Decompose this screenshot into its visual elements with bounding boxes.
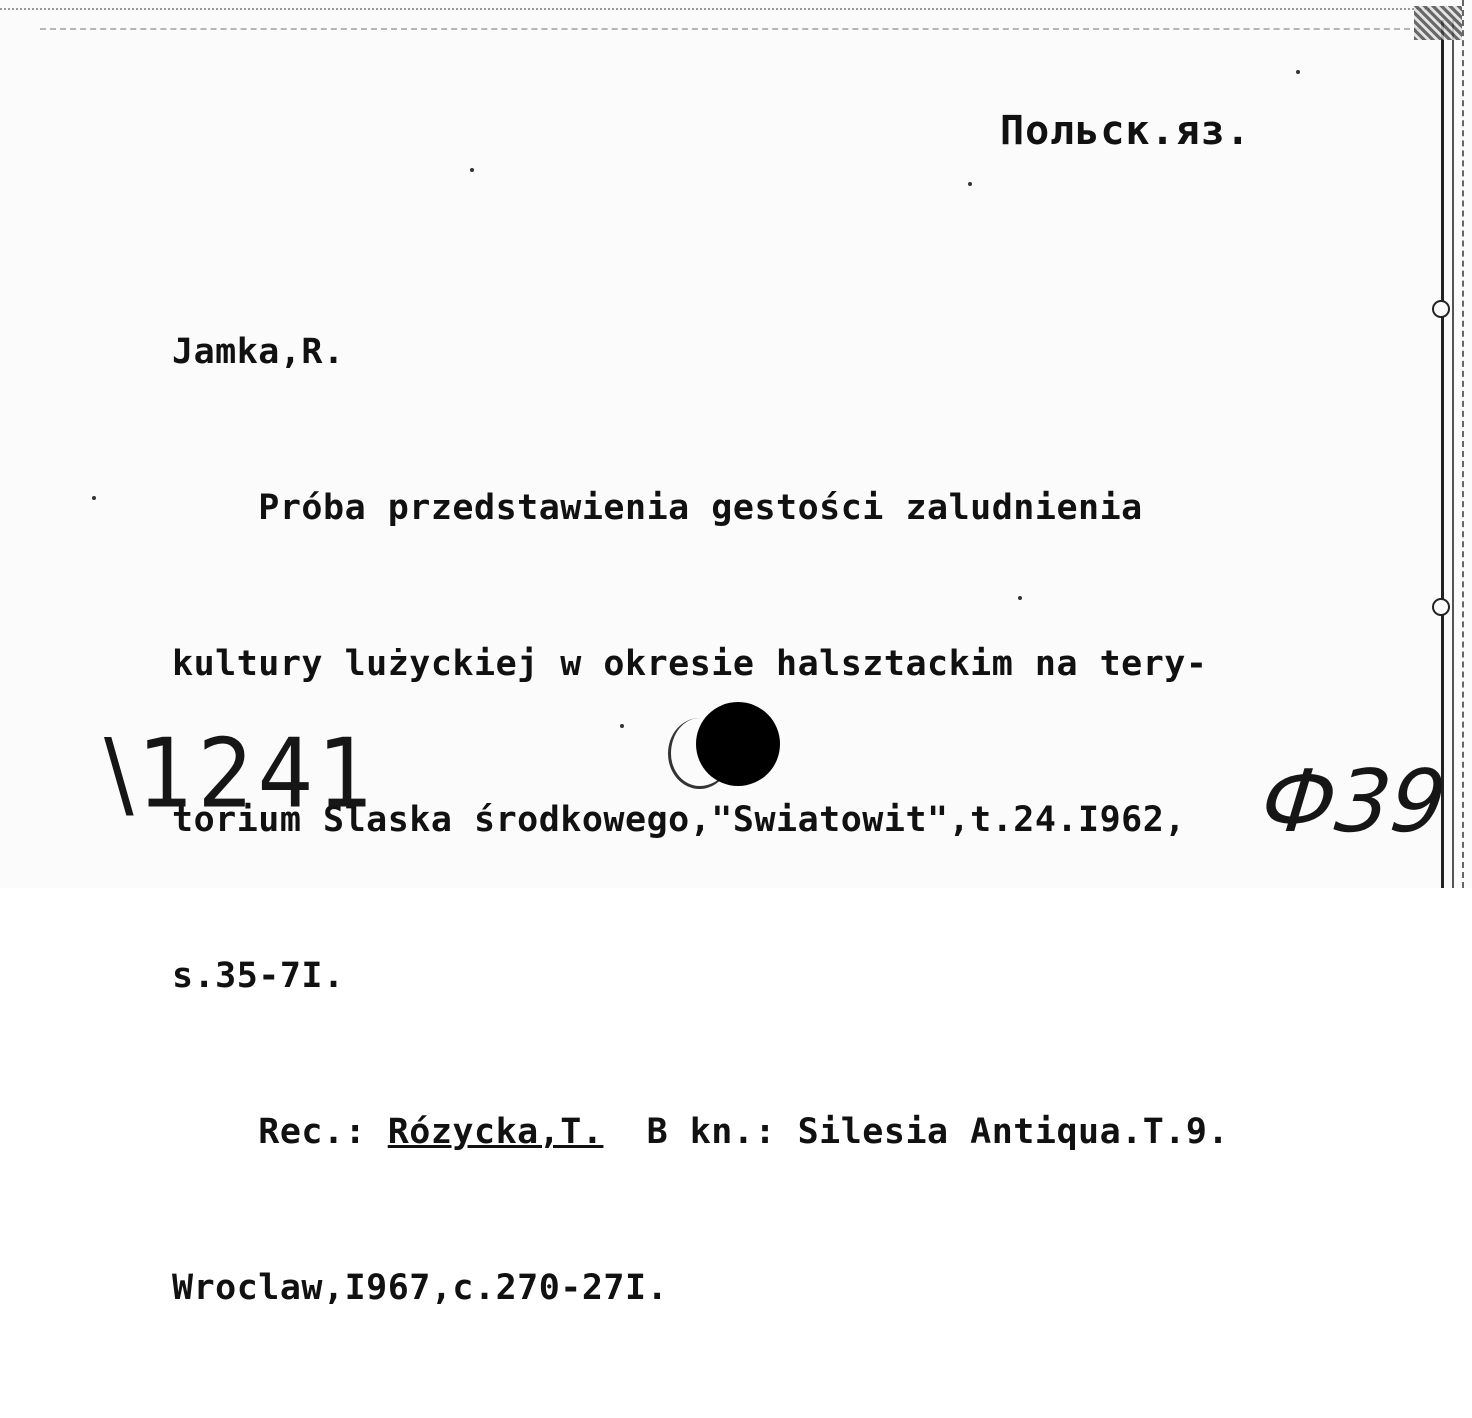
paper-speck: [620, 724, 624, 728]
punch-hole: [696, 702, 780, 786]
paper-speck: [968, 182, 972, 186]
paper-speck: [92, 496, 96, 500]
inventory-number: \1241: [104, 717, 378, 830]
entry-author-line: Jamka,R.: [172, 332, 345, 372]
entry-title-line: kultury lużyckiej w okresie halsztackim na tery-: [172, 644, 1208, 684]
card-right-edge-outer: [1462, 0, 1468, 888]
paper-speck: [470, 168, 474, 172]
paper-speck: [1296, 70, 1300, 74]
review-prefix: Rec.:: [172, 1112, 388, 1152]
paper-speck: [1018, 596, 1022, 600]
entry-review-place-line: Wroclaw,I967,c.270-27I.: [172, 1268, 669, 1308]
entry-pages-line: s.35-7I.: [172, 956, 345, 996]
shelf-number: Ф39: [1256, 752, 1451, 852]
edge-ring-mark: [1432, 300, 1450, 318]
entry-source-line: torium Slaska środkowego,"Swiatowit",t.24.I962,: [172, 800, 1186, 840]
entry-review-line: [172, 1106, 1229, 1158]
edge-ring-mark: [1432, 598, 1450, 616]
card-corner-mark: [1414, 6, 1462, 40]
entry-title-line: Próba przedstawienia gestości zaludnienia: [172, 488, 1143, 528]
review-author: Rózycka,T.: [387, 1112, 604, 1152]
review-source: B kn.: Silesia Antiqua.T.9.: [603, 1112, 1230, 1152]
category-label: Польск.яз.: [1000, 108, 1251, 154]
card-top-border-inner: [40, 28, 1420, 32]
